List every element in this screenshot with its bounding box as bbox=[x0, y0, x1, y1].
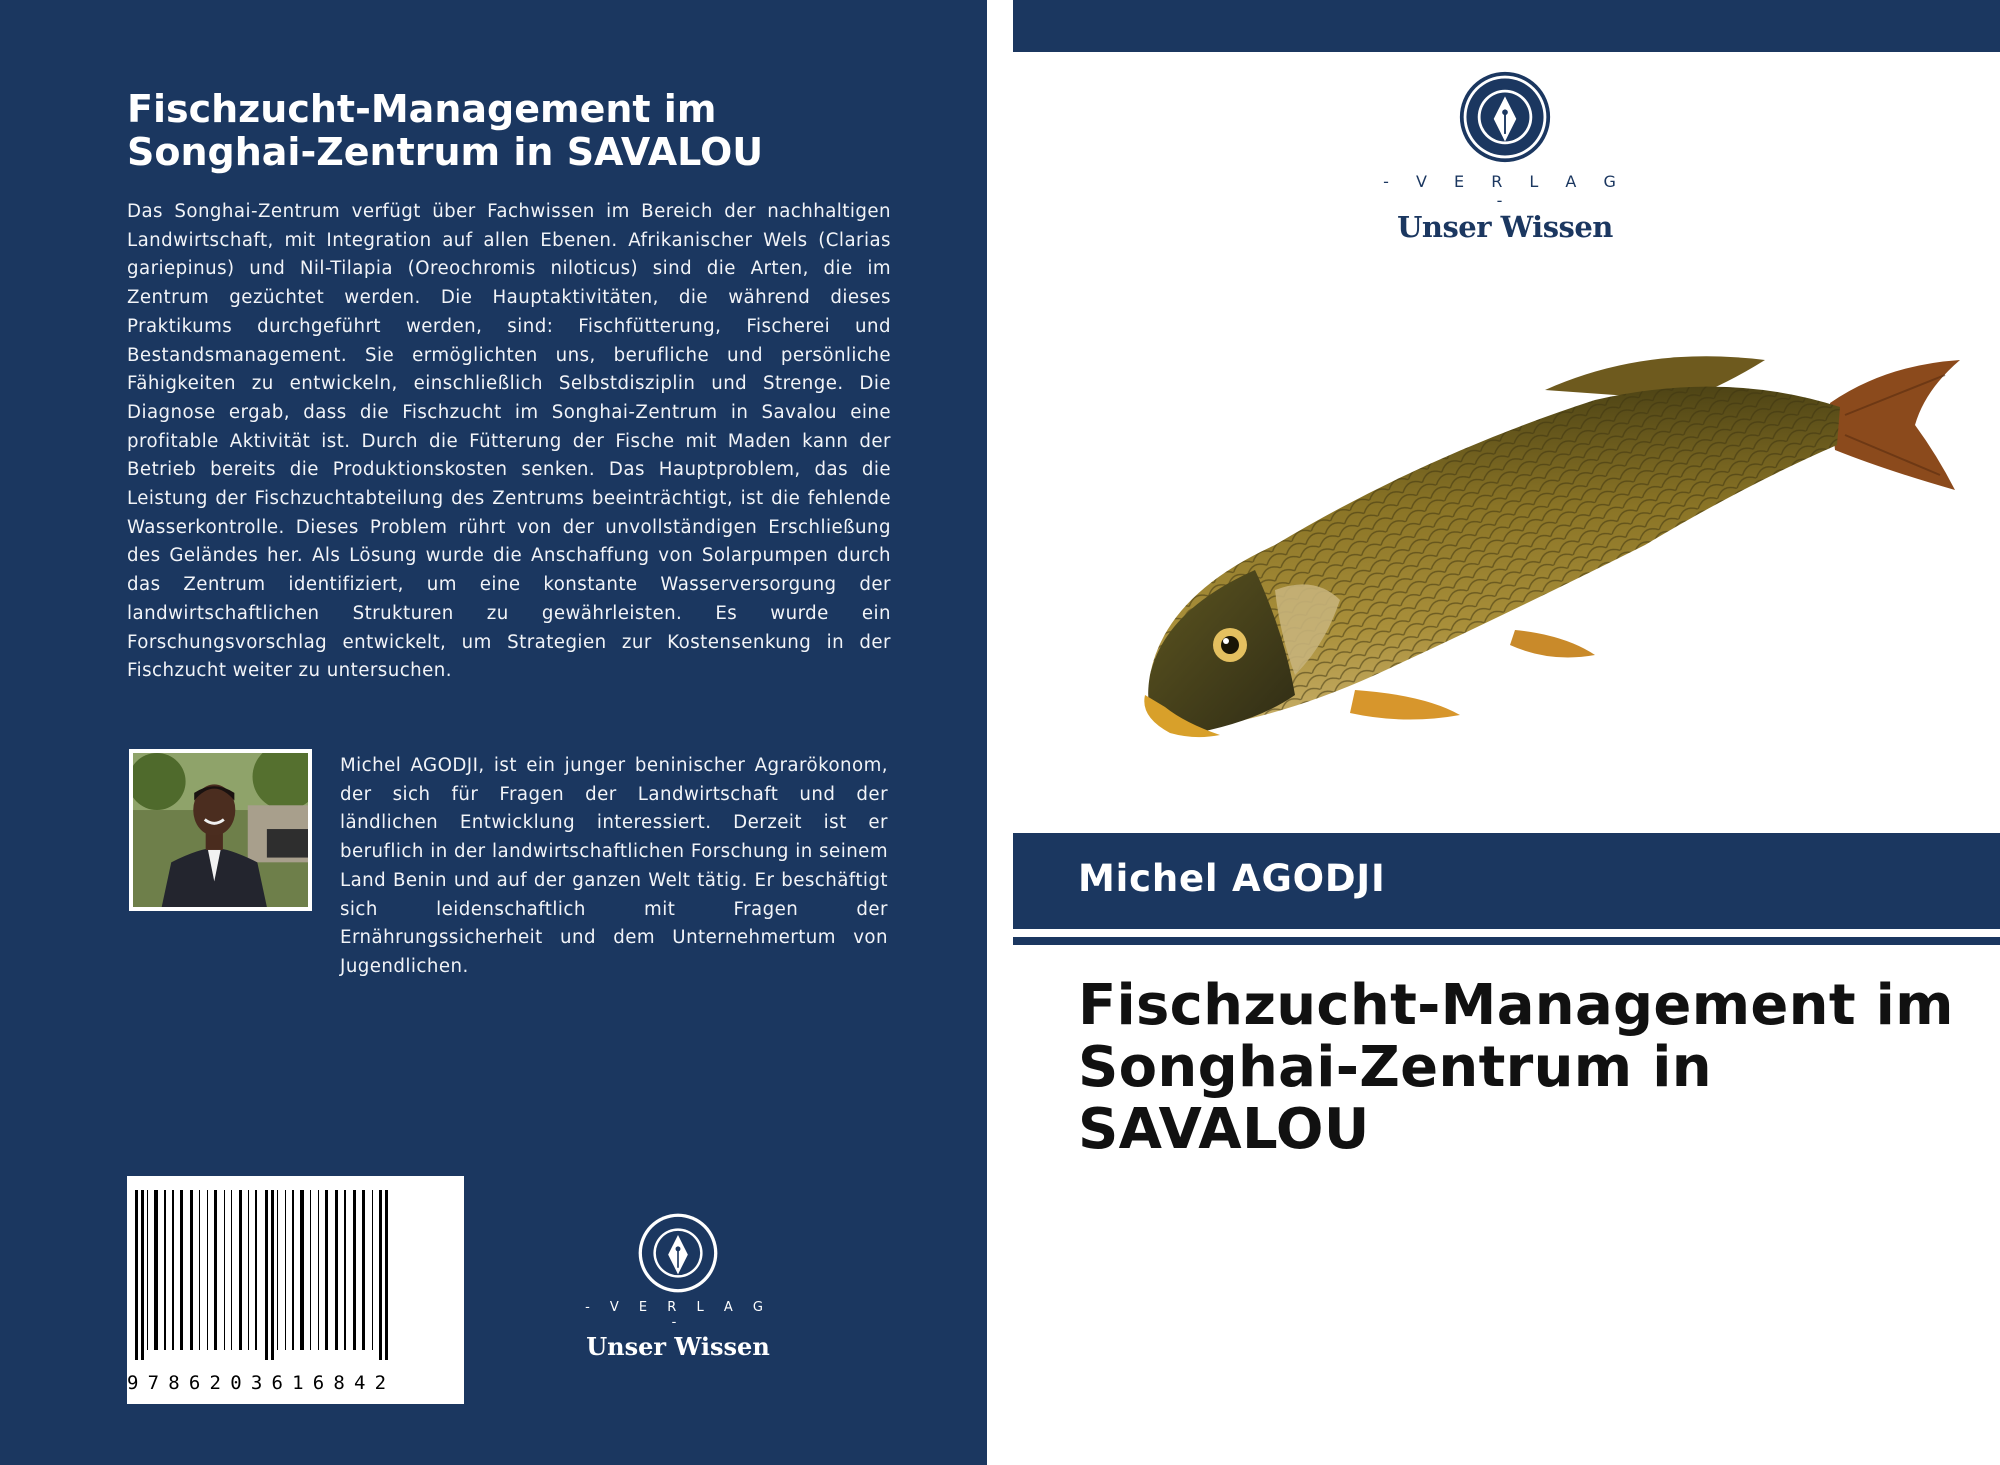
barcode-bar bbox=[318, 1190, 319, 1350]
barcode-bar bbox=[180, 1190, 183, 1350]
back-cover-title: Fischzucht-Management im Songhai-Zentrum in SAVALOU bbox=[127, 87, 764, 174]
verlag-label: - V E R L A G - bbox=[585, 1300, 771, 1330]
barcode-bar bbox=[239, 1190, 242, 1350]
back-cover bbox=[0, 0, 987, 1465]
barcode-bar bbox=[292, 1190, 294, 1350]
barcode-bar bbox=[190, 1190, 193, 1350]
barcode-bar bbox=[214, 1190, 217, 1350]
barcode-bar bbox=[271, 1190, 274, 1360]
author-bio: Michel AGODJI, ist ein junger beninischer Agrarökonom, der sich für Fragen der Landwirtschaft und der ländlichen Entwicklung interessiert. Derzeit ist er beruflich in der landwirtschaftlichen Forschung in seinem Land Benin und auf der ganzen Welt tätig. Er beschäftigt sich leidenschaftlich mit Fragen der Ernährungssicherheit und dem Unternehmertum von Jugendlichen. bbox=[340, 755, 888, 977]
divider-rule bbox=[1013, 937, 2000, 945]
front-publisher-logo bbox=[1380, 70, 1630, 244]
barcode-bar bbox=[255, 1190, 257, 1350]
barcode-bar bbox=[164, 1190, 166, 1350]
barcode-bar bbox=[300, 1190, 304, 1350]
book-blurb: Das Songhai-Zentrum verfügt über Fachwissen im Bereich der nachhaltigen Landwirtschaft, mit Integration auf allen Ebenen. Afrikanischer Wels (Clarias gariepinus) und Nil-Tilapia (Oreochromis niloticus) sind die Arten, die im Zentrum gezüchtet werden. Die Hauptaktivitäten, die während dieses Praktikums durchgeführt werden, sind: Fischfütterung, Fischerei und Bestandsmanagement. Sie ermöglichten uns, berufliche und persönliche Fähigkeiten zu entwickeln, einschließlich Selbstdisziplin und Strenge. Die Diagnose ergab, dass die Fischzucht im Songhai-Zentrum in Savalou eine profitable Aktivität ist. Durch die Fütterung der Fische mit Maden kann der Betrieb bereits die Produktionskosten senken. Das Hauptproblem, das die Leistung der Fischzuchtabteilung des Zentrums beeinträchtigt, ist die fehlende Wasserkontrolle. Dieses Problem rührt von der unvollständigen Erschließung des Geländes her. Als Lösung wurde die Anschaffung von Solarpumpen durch das Zentrum identifiziert, um eine konstante Wasserversorgung der landwirtschaftlichen Strukturen zu gewährleisten. Es wurde ein Forschungsvorschlag entwickelt, um Strategien zur Kostensenkung in der Fischzucht weiter zu untersuchen. bbox=[127, 201, 891, 682]
barcode-bar bbox=[265, 1190, 268, 1360]
front-cover-title: Fischzucht-Management im Songhai-Zentrum in SAVALOU bbox=[1078, 973, 1954, 1162]
barcode-bar bbox=[344, 1190, 346, 1350]
barcode-bar bbox=[172, 1190, 174, 1350]
publisher-name: Unser Wissen bbox=[1397, 210, 1613, 244]
author-name: Michel AGODJI bbox=[1078, 857, 1386, 900]
verlag-label: - V E R L A G - bbox=[1383, 172, 1627, 210]
back-publisher-logo bbox=[578, 1212, 778, 1361]
author-band bbox=[1013, 833, 2000, 929]
author-photo bbox=[129, 749, 312, 911]
barcode-bar bbox=[147, 1190, 148, 1350]
barcode-bar bbox=[379, 1190, 382, 1360]
barcode-bar bbox=[362, 1190, 365, 1350]
barcode-bar bbox=[231, 1190, 232, 1350]
barcode-bar bbox=[385, 1190, 388, 1360]
barcode-bar bbox=[285, 1190, 286, 1350]
spine bbox=[987, 0, 1013, 1465]
isbn-barcode bbox=[127, 1176, 464, 1404]
barcode-bar bbox=[372, 1190, 373, 1350]
barcode-bar bbox=[277, 1190, 278, 1350]
isbn-digits: 9786203616842 bbox=[127, 1372, 396, 1394]
barcode-bar bbox=[154, 1190, 158, 1350]
fountain-pen-nib-seal-icon bbox=[1458, 70, 1552, 164]
barcode-bar bbox=[248, 1190, 249, 1350]
carp-fish-photo bbox=[1125, 345, 1965, 805]
barcode-bar bbox=[353, 1190, 356, 1350]
front-top-band bbox=[1013, 0, 2000, 52]
publisher-name: Unser Wissen bbox=[586, 1332, 770, 1361]
barcode-bar bbox=[325, 1190, 328, 1350]
barcode-bar bbox=[135, 1190, 138, 1360]
barcode-bar bbox=[141, 1190, 144, 1360]
barcode-bar bbox=[199, 1190, 200, 1350]
fountain-pen-nib-seal-icon bbox=[637, 1212, 719, 1294]
barcode-bar bbox=[207, 1190, 208, 1350]
barcode-bar bbox=[335, 1190, 338, 1350]
barcode-bar bbox=[224, 1190, 225, 1350]
barcode-bar bbox=[310, 1190, 311, 1350]
